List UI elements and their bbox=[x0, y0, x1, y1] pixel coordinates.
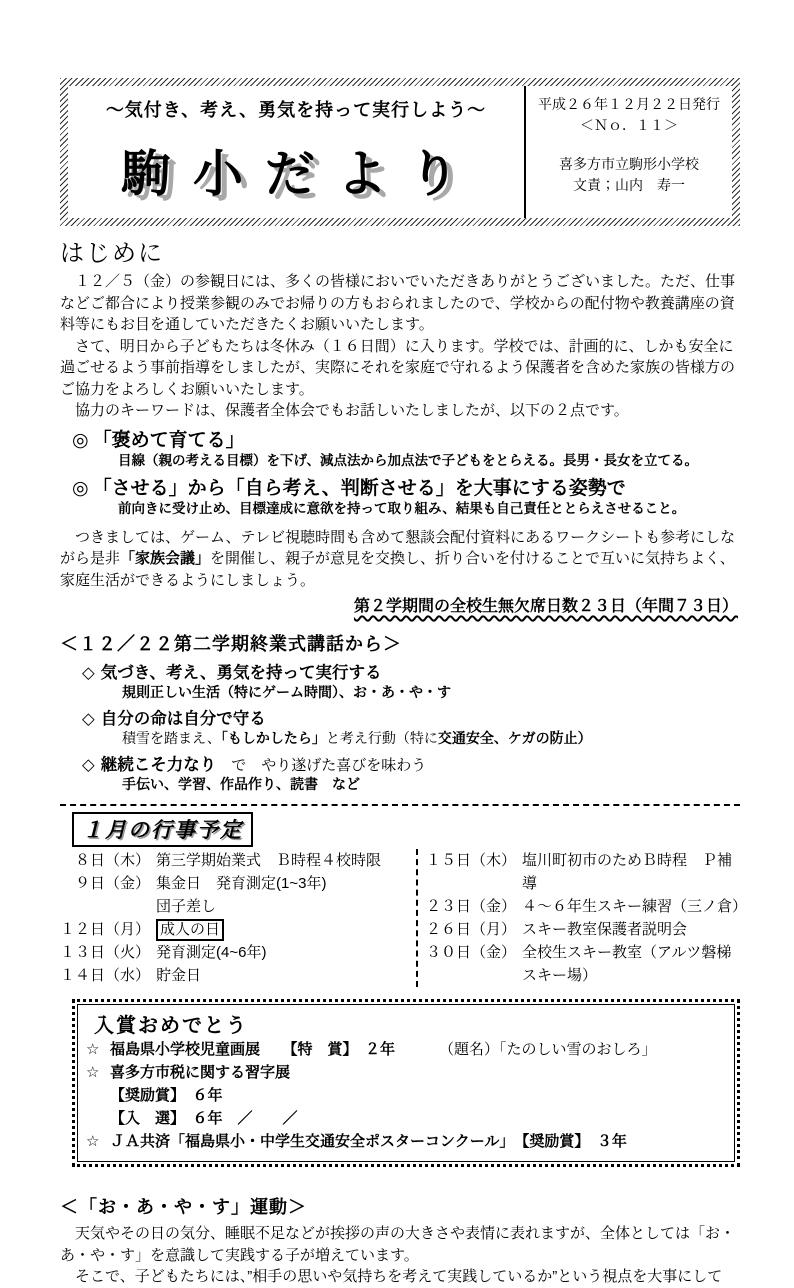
diamond-icon: ◇ bbox=[82, 664, 95, 682]
schedule-event: 発育測定(4~6年) bbox=[156, 944, 267, 961]
point-title: 「褒めて育てる」 bbox=[92, 429, 245, 451]
awards-heading: 入賞おめでとう bbox=[94, 1015, 248, 1037]
keyword-point-2 bbox=[72, 473, 740, 518]
attendance-highlight: 第２学期間の全校生無欠席日数２３日（年間７３日） bbox=[353, 598, 738, 615]
star-icon bbox=[86, 1084, 110, 1107]
ceremony-item-3 bbox=[82, 751, 740, 775]
spacer bbox=[530, 136, 728, 154]
schedule-row bbox=[426, 941, 740, 987]
detail-text: と考え行動（特に bbox=[325, 730, 438, 746]
schedule-row bbox=[60, 941, 412, 964]
awards-box bbox=[72, 999, 740, 1167]
award-item bbox=[86, 1107, 724, 1130]
schedule-event: 塩川町初市のためＢ時程 Ｐ補導 bbox=[522, 852, 733, 892]
ceremony-item-title: 継続こそ力なり bbox=[100, 756, 217, 774]
award-note: （題名）「たのしい雪のおしろ」 bbox=[439, 1041, 657, 1058]
schedule-event bbox=[156, 918, 412, 941]
schedule-event: 貯金日 bbox=[156, 967, 202, 984]
schedule-row bbox=[426, 918, 740, 941]
detail-emphasis: 「もしかしたら」 bbox=[220, 730, 326, 746]
awards-box-inner bbox=[77, 1004, 735, 1162]
schedule-row bbox=[60, 964, 412, 987]
header-title-area bbox=[68, 86, 524, 218]
schedule-event: 第三学期始業式 Ｂ時程４校時限 bbox=[156, 852, 382, 869]
award-text: 【入 選】 ６年 ／ ／ bbox=[110, 1110, 298, 1127]
schedule-date: １２日（月） bbox=[60, 921, 151, 938]
ceremony-heading: ＜１２／２２第二学期終業式講話から＞ bbox=[60, 634, 402, 654]
ceremony-item-detail bbox=[122, 729, 740, 748]
schedule-row bbox=[60, 895, 412, 918]
schedule-row bbox=[426, 849, 740, 895]
schedule-date: １５日（木） bbox=[426, 852, 517, 869]
ceremony-item-1 bbox=[82, 659, 740, 683]
double-circle-icon: ◎ bbox=[72, 477, 89, 499]
schedule-date: １４日（水） bbox=[60, 967, 151, 984]
issue-date: 平成２６年１２月２２日発行 bbox=[538, 96, 720, 112]
schedule-row bbox=[60, 849, 412, 872]
section-schedule bbox=[60, 804, 748, 987]
award-item bbox=[86, 1038, 724, 1061]
schedule-column-left bbox=[60, 849, 416, 987]
star-icon: ☆ bbox=[86, 1133, 100, 1150]
keyword-point-1 bbox=[72, 425, 740, 470]
point-detail: 目線（親の考える目標）を下げ、減点法から加点法で子どもをとらえる。長男・長女を立てる。 bbox=[118, 452, 698, 468]
ceremony-item-2 bbox=[82, 705, 740, 729]
diamond-icon: ◇ bbox=[82, 756, 95, 774]
diamond-icon: ◇ bbox=[82, 710, 95, 728]
double-circle-icon: ◎ bbox=[72, 429, 89, 451]
oayasu-paragraph-1: 天気やその日の気分、睡眠不足などが挨拶の声の大きさや表情に表れますが、全体としては「お・あ・や・す」を意識して実践する子が増えています。 bbox=[60, 1225, 736, 1264]
point-title: 「させる」から「自ら考え、判断させる」を大事にする姿勢で bbox=[92, 477, 626, 499]
intro-heading: はじめに bbox=[60, 240, 164, 267]
schedule-event: スキー教室保護者説明会 bbox=[522, 921, 688, 938]
schedule-date bbox=[60, 895, 156, 918]
schedule-row bbox=[60, 918, 412, 941]
newsletter-header bbox=[60, 78, 740, 226]
paragraph-text: つきましては、ゲーム、テレビ視聴時間も含めて懇談会配付資料にあるワークシートも参考にしながら是非 bbox=[60, 528, 736, 567]
schedule-event: 集金日 発育測定(1~3年) bbox=[156, 875, 327, 892]
schedule-event: 団子差し bbox=[156, 898, 217, 915]
schedule-date: ９日（金） bbox=[60, 875, 151, 892]
award-text: 【奨励賞】 ６年 bbox=[110, 1087, 223, 1104]
school-name: 喜多方市立駒形小学校 bbox=[559, 156, 699, 172]
oayasu-heading: ＜「お・あ・や・す」運動＞ bbox=[60, 1197, 307, 1217]
section-intro bbox=[60, 233, 740, 616]
oayasu-paragraph-2: そこで、子どもたちには、”相手の思いや気持ちを考えて実践しているか”という視点を大事にして bbox=[60, 1268, 723, 1285]
paragraph-text: を開催し、親子が意見を交換し、折り合いを付けることで互いに気持ちよく、家庭生活ができるようにしましょう。 bbox=[60, 550, 735, 589]
schedule-row bbox=[60, 872, 412, 895]
award-text: ＪＡ共済「福島県小・中学生交通安全ポスターコンクール」 【奨励賞】 ３年 bbox=[110, 1133, 627, 1150]
author-line: 文責；山内 寿一 bbox=[573, 177, 685, 193]
award-item bbox=[86, 1084, 724, 1107]
intro-paragraph-2: さて、明日から子どもたちは冬休み（１６日間）に入ります。学校では、計画的に、しかも安全に過ごせるよう事前指導をしましたが、実際にそれを家庭で守れるよう保護者を含めた家族の皆様方のご協力をよろしくお願いいたします。 bbox=[60, 337, 736, 398]
section-oayasu bbox=[60, 1193, 740, 1288]
family-meeting-emphasis: 「家族会議」 bbox=[120, 550, 211, 567]
schedule-date: ８日（木） bbox=[60, 852, 151, 869]
schedule-event: 全校生スキー教室（アルツ磐梯スキー場） bbox=[522, 944, 732, 984]
holiday-boxed-label: 成人の日 bbox=[156, 919, 224, 941]
star-icon: ☆ bbox=[86, 1041, 100, 1058]
slogan-text: ～気付き、考え、勇気を持って実行しよう～ bbox=[105, 100, 487, 120]
award-text: 福島県小学校児童画展 【特 賞】 ２年 bbox=[110, 1041, 396, 1058]
schedule-date: ２３日（金） bbox=[426, 898, 517, 915]
schedule-columns bbox=[60, 849, 748, 987]
schedule-title: １月の行事予定 bbox=[72, 812, 253, 847]
ceremony-item-detail: 手伝い、学習、作品作り、読書 など bbox=[122, 776, 360, 792]
ceremony-item-detail: 規則正しい生活（特にゲーム時間）、お・あ・や・す bbox=[122, 684, 451, 700]
ceremony-item-title: 自分の命は自分で守る bbox=[100, 710, 266, 728]
detail-emphasis: 交通安全、ケガの防止） bbox=[437, 730, 592, 746]
point-detail: 前向きに受け止め、目標達成に意欲を持って取り組み、結果も自己責任ととらえさせること。 bbox=[118, 500, 686, 516]
star-icon: ☆ bbox=[86, 1064, 100, 1081]
award-text: 喜多方市税に関する習字展 bbox=[110, 1064, 291, 1081]
star-icon bbox=[86, 1107, 110, 1130]
schedule-column-right bbox=[416, 849, 748, 987]
detail-text: 積雪を踏まえ、 bbox=[122, 730, 221, 746]
ceremony-item-suffix: で やり遂げた喜びを味わう bbox=[216, 757, 427, 774]
award-item bbox=[86, 1130, 724, 1153]
issue-number: ＜Ｎｏ．１１＞ bbox=[580, 117, 678, 133]
ceremony-item-title: 気づき、考え、勇気を持って実行する bbox=[100, 664, 382, 682]
schedule-row bbox=[426, 895, 748, 918]
schedule-event: ４～６年生スキー練習（三ノ倉） bbox=[522, 898, 748, 915]
header-inner bbox=[68, 86, 732, 218]
intro-paragraph-4 bbox=[60, 527, 740, 592]
schedule-date: ３０日（金） bbox=[426, 944, 517, 961]
intro-paragraph-1: １２／５（金）の参観日には、多くの皆様においでいただきありがとうございました。ただ、仕事などご都合により授業参観のみでお帰りの方もおられましたので、学校からの配付物や教養講座の資料等にもお目を通していただきたくお願いいたします。 bbox=[60, 273, 736, 333]
newsletter-title: 駒小だより bbox=[121, 146, 481, 202]
section-ceremony-talk bbox=[60, 630, 740, 794]
header-issue-info bbox=[524, 86, 732, 218]
intro-paragraph-3: 協力のキーワードは、保護者全体会でもお話しいたしましたが、以下の２点です。 bbox=[60, 402, 629, 419]
award-item bbox=[86, 1061, 724, 1084]
schedule-date: １３日（火） bbox=[60, 944, 151, 961]
schedule-date: ２６日（月） bbox=[426, 921, 517, 938]
